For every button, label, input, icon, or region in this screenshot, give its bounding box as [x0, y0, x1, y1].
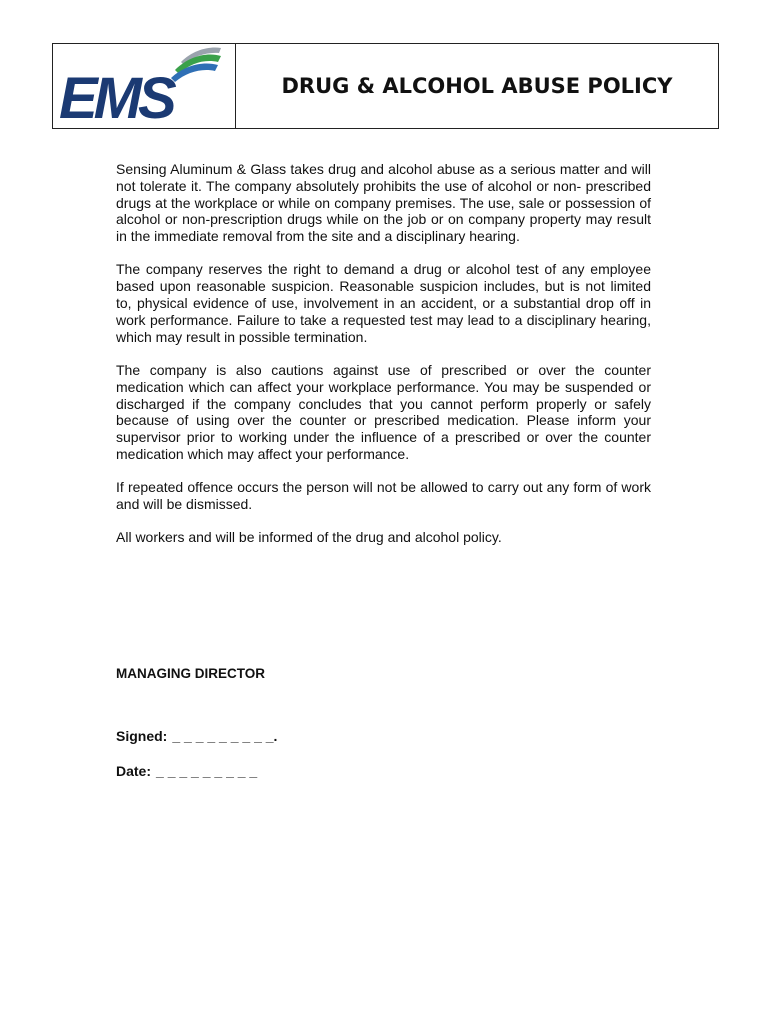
paragraph-5: All workers and will be informed of the drug and alcohol policy. [116, 529, 502, 546]
signed-blank: _ _ _ _ _ _ _ _ _. [172, 728, 278, 744]
signatory-role: MANAGING DIRECTOR [116, 666, 266, 681]
ems-logo [53, 44, 235, 128]
date-label: Date: [116, 763, 152, 779]
signed-line [116, 728, 277, 744]
policy-body [116, 161, 651, 563]
date-blank: _ _ _ _ _ _ _ _ _ [156, 763, 258, 779]
document-title: DRUG & ALCOHOL ABUSE POLICY [281, 74, 673, 98]
title-cell [236, 44, 718, 128]
paragraph-2: The company reserves the right to demand a drug or alcohol test of any employee based upon reasonable suspicion. Reasonable suspicion includes, but is not limited to, physical evidence of use, involvement in an accident, or a substantial drop off in work performance. Failure to take a requested test may lead to a disciplinary hearing, which may result in possible termination. [116, 261, 651, 345]
paragraph-4: If repeated offence occurs the person will not be allowed to carry out any form of work and will be dismissed. [116, 479, 651, 513]
signed-label: Signed: [116, 728, 168, 744]
document-header [52, 43, 719, 129]
logo-cell [53, 44, 236, 128]
logo-wordmark: EMS [59, 66, 173, 128]
paragraph-3: The company is also cautions against use of prescribed or over the counter medication which can affect your workplace performance. You may be suspended or discharged if the company concludes that you cannot perform properly or safely because of using over the counter or prescribed medication. Please inform your supervisor prior to working under the influence of a prescribed or over the counter medication which may affect your performance. [116, 361, 651, 462]
signoff-block [116, 666, 265, 681]
date-line [116, 763, 257, 779]
logo-swoosh-blue [171, 64, 218, 82]
paragraph-1: Sensing Aluminum & Glass takes drug and alcohol abuse as a serious matter and will not tolerate it. The company absolutely prohibits the use of alcohol or non- prescribed drugs at the workplace or while on company premises. The use, sale or possession of alcohol or non-prescription drugs while on the job or on company property may result in the immediate removal from the site and a disciplinary hearing. [116, 161, 651, 245]
